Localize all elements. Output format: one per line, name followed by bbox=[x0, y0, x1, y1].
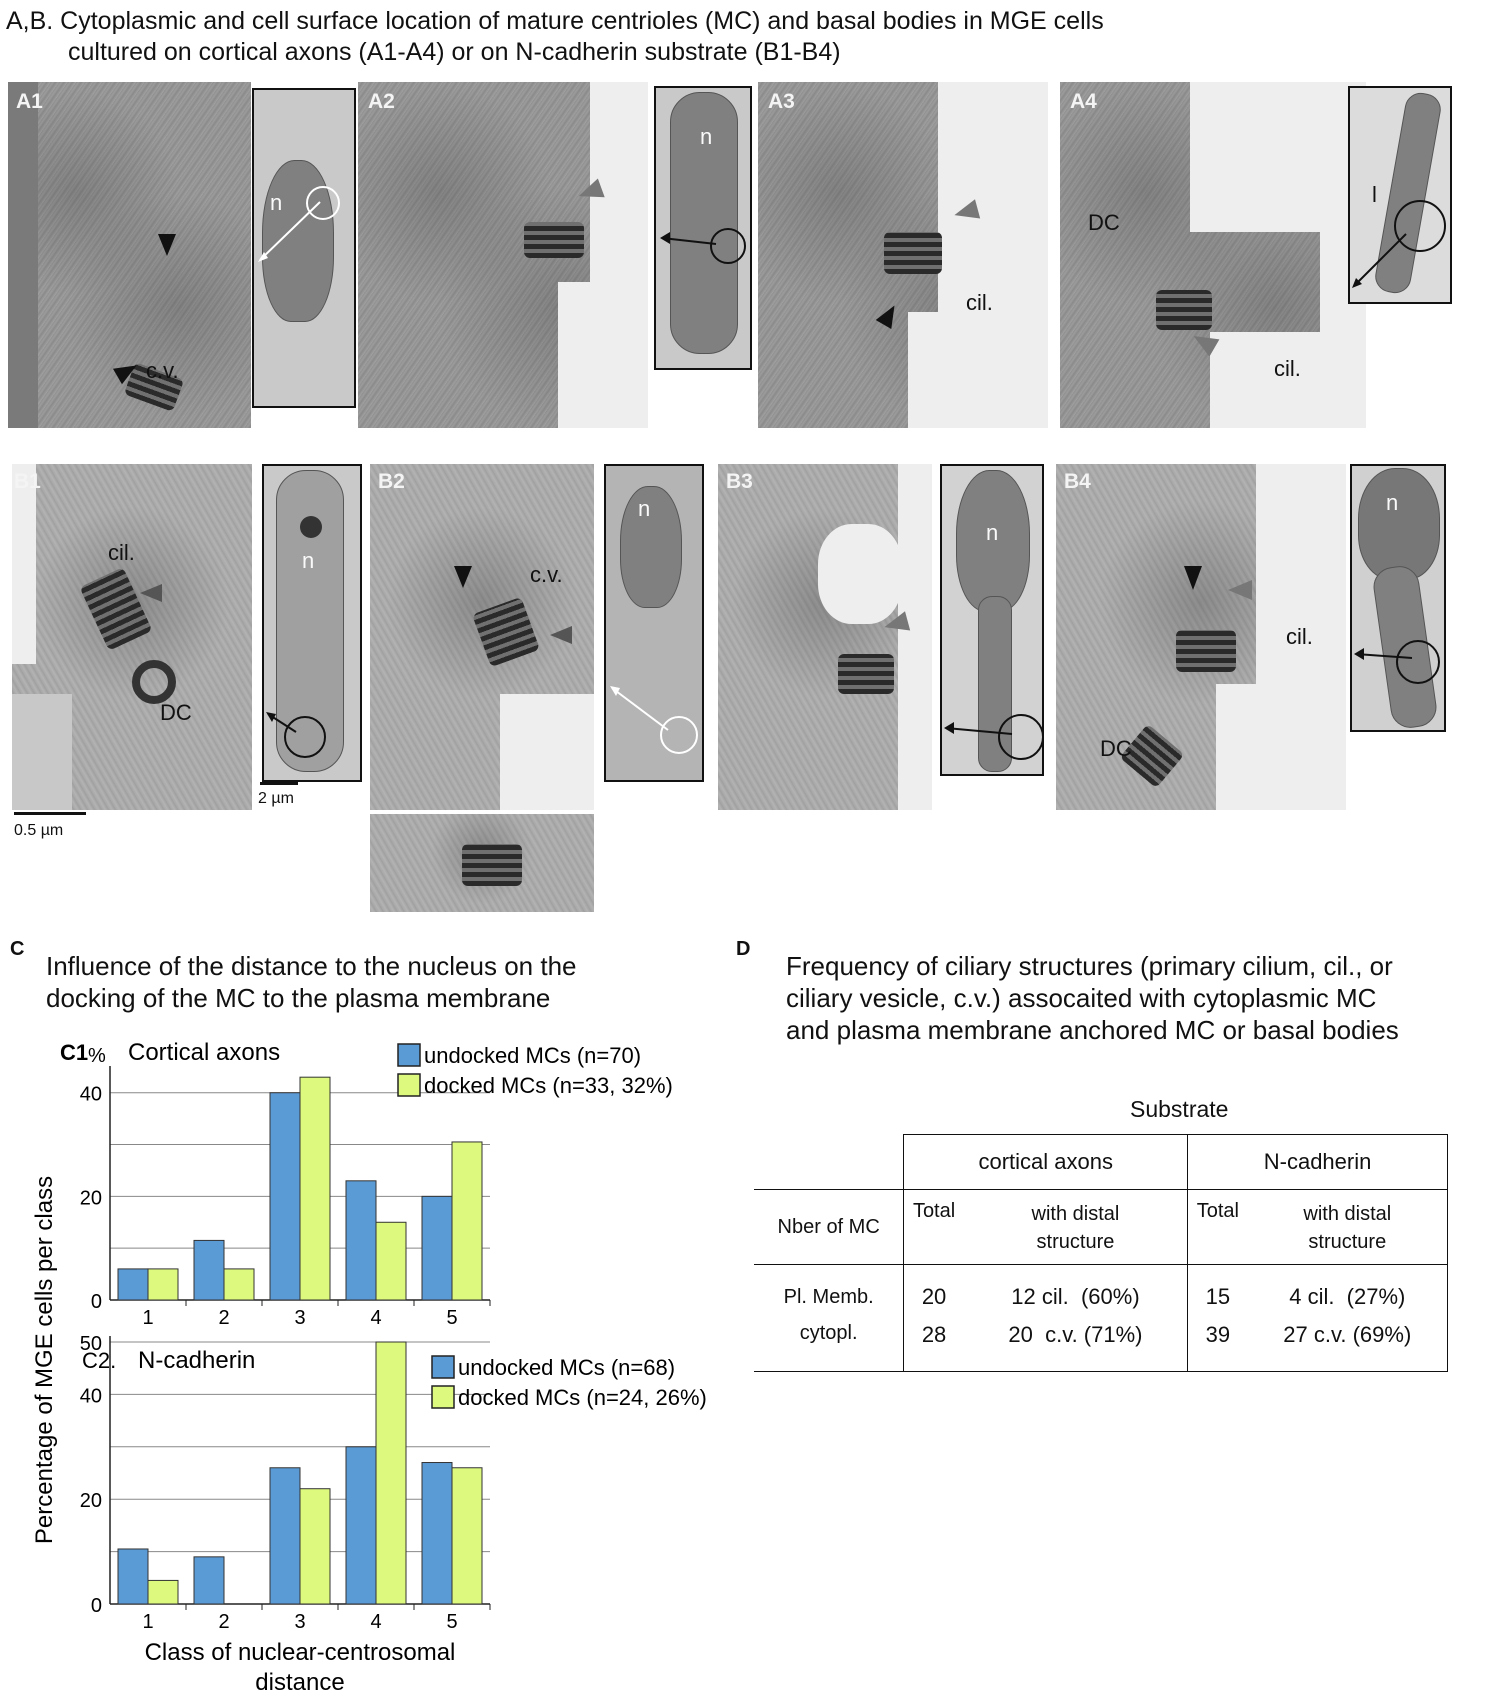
x-tick-label: 5 bbox=[446, 1307, 458, 1329]
bar-undocked bbox=[422, 1463, 452, 1604]
inset-a2 bbox=[654, 86, 752, 370]
cell-nc-total: 39 bbox=[1188, 1318, 1248, 1372]
micrograph-a2 bbox=[358, 82, 648, 428]
x-tick-label: 5 bbox=[446, 1611, 458, 1633]
chart-title: N-cadherin bbox=[138, 1347, 256, 1374]
subheader-distal-nc-line2: structure bbox=[1308, 1231, 1387, 1253]
bar-undocked bbox=[118, 1269, 148, 1300]
y-tick-label: 0 bbox=[90, 1595, 102, 1617]
frequency-table bbox=[754, 1134, 1448, 1372]
col-group-cortical-axons: cortical axons bbox=[904, 1135, 1188, 1190]
outline-arrowhead-icon bbox=[550, 626, 572, 644]
x-tick-label: 1 bbox=[142, 1307, 154, 1329]
panel-d-letter: D bbox=[736, 938, 751, 960]
bar-undocked bbox=[194, 1557, 224, 1604]
legend-label: undocked MCs (n=70) bbox=[424, 1043, 642, 1068]
figure-title bbox=[6, 6, 1104, 68]
inset-b3 bbox=[940, 464, 1044, 776]
chart-label: C2. bbox=[82, 1348, 117, 1373]
panel-label-b2: B2 bbox=[378, 470, 405, 493]
panel-d-title-line3: and plasma membrane anchored MC or basal bodies bbox=[786, 1015, 1399, 1045]
bar-undocked bbox=[194, 1240, 224, 1300]
micrograph-b3 bbox=[718, 464, 932, 810]
black-arrowhead-icon bbox=[158, 234, 176, 256]
annotation-dc-b4: DC bbox=[1100, 736, 1132, 761]
cell-ca-total: 20 bbox=[904, 1265, 964, 1319]
legend-swatch bbox=[432, 1356, 454, 1378]
figure-title-line1: A,B. Cytoplasmic and cell surface location of mature centrioles (MC) and basal bodies in MGE cells bbox=[6, 7, 1104, 35]
cell-nc-distal: 4 cil. (27%) bbox=[1248, 1265, 1448, 1319]
annotation-cil-b4: cil. bbox=[1286, 624, 1313, 649]
bar-undocked bbox=[422, 1196, 452, 1300]
arrow-icon bbox=[1352, 466, 1444, 730]
y-tick-label: 40 bbox=[79, 1083, 102, 1106]
x-axis-label-line2: distance bbox=[255, 1669, 345, 1696]
table-row bbox=[754, 1265, 1448, 1319]
subheader-distal-nc-line1: with distal bbox=[1303, 1203, 1392, 1225]
bar-docked bbox=[148, 1269, 178, 1300]
panel-label-b4: B4 bbox=[1064, 470, 1091, 493]
annotation-cil-a3: cil. bbox=[966, 290, 993, 315]
y-axis-label: Percentage of MGE cells per class bbox=[31, 1175, 58, 1545]
nucleus-label-a1: n bbox=[270, 190, 283, 215]
inset-b2 bbox=[604, 464, 704, 782]
annotation-cil-a4: cil. bbox=[1274, 356, 1301, 381]
scale-bar-inset-label: 2 µm bbox=[258, 790, 294, 807]
annotation-cv-a1: c.v. bbox=[146, 358, 179, 383]
y-tick-label: 20 bbox=[79, 1490, 102, 1513]
nucleus-label-b2: n bbox=[638, 496, 651, 521]
subheader-total-nc: Total bbox=[1188, 1190, 1248, 1265]
figure-title-line2: cultured on cortical axons (A1-A4) or on N-cadherin substrate (B1-B4) bbox=[68, 38, 841, 66]
panel-label-a4: A4 bbox=[1070, 90, 1097, 113]
panel-label-a3: A3 bbox=[768, 90, 795, 113]
x-tick-label: 3 bbox=[294, 1307, 306, 1329]
black-arrowhead-icon bbox=[1184, 566, 1202, 590]
bar-docked bbox=[452, 1468, 482, 1604]
dc-ring bbox=[132, 660, 176, 704]
y-tick-label: 50 bbox=[79, 1333, 102, 1355]
nucleus-label-b3: n bbox=[986, 520, 999, 545]
arrow-icon bbox=[606, 466, 702, 780]
inset-b4 bbox=[1350, 464, 1446, 732]
bar-undocked bbox=[346, 1181, 376, 1300]
cell-ca-distal: 12 cil. (60%) bbox=[964, 1265, 1188, 1319]
x-tick-label: 4 bbox=[370, 1611, 382, 1633]
inset-b1 bbox=[262, 464, 362, 782]
substrate-label: Substrate bbox=[1130, 1096, 1229, 1122]
arrow-icon bbox=[656, 88, 750, 368]
cell-ca-total: 28 bbox=[904, 1318, 964, 1372]
panel-d-title bbox=[786, 950, 1399, 1046]
annotation-dc-a4: DC bbox=[1088, 210, 1120, 235]
outline-arrowhead-icon bbox=[140, 584, 162, 602]
arrow-icon bbox=[1350, 88, 1450, 302]
row-label: cytopl. bbox=[754, 1318, 904, 1372]
black-arrowhead-icon bbox=[876, 301, 903, 329]
panel-label-b1: B1 bbox=[14, 470, 41, 493]
subheader-distal-ca-line2: structure bbox=[1036, 1231, 1115, 1253]
table-header-groups bbox=[754, 1135, 1448, 1190]
nucleus-label-b1: n bbox=[302, 548, 315, 573]
micrograph-b1 bbox=[12, 464, 252, 810]
inset-label-a4: l bbox=[1372, 182, 1377, 207]
legend-label: docked MCs (n=33, 32%) bbox=[424, 1073, 673, 1098]
annotation-cv-b2: c.v. bbox=[530, 562, 563, 587]
panel-c-title bbox=[46, 950, 577, 1014]
cell-ca-distal: 20 c.v. (71%) bbox=[964, 1318, 1188, 1372]
gray-arrowhead-icon bbox=[1228, 580, 1252, 600]
x-tick-label: 2 bbox=[218, 1611, 230, 1633]
y-tick-label: 20 bbox=[79, 1187, 102, 1210]
arrow-icon bbox=[942, 466, 1042, 774]
bar-docked bbox=[452, 1142, 482, 1300]
cell-nc-total: 15 bbox=[1188, 1265, 1248, 1319]
legend-label: docked MCs (n=24, 26%) bbox=[458, 1385, 707, 1410]
micrograph-b2 bbox=[370, 464, 594, 810]
y-tick-label: 40 bbox=[79, 1385, 102, 1408]
bar-undocked bbox=[346, 1447, 376, 1604]
panel-c-title-line1: Influence of the distance to the nucleus on the bbox=[46, 951, 577, 981]
legend-swatch bbox=[398, 1074, 420, 1096]
bar-docked bbox=[376, 1222, 406, 1300]
x-tick-label: 4 bbox=[370, 1307, 382, 1329]
bar-undocked bbox=[118, 1549, 148, 1604]
legend-swatch bbox=[398, 1044, 420, 1066]
y-unit-label: % bbox=[88, 1045, 106, 1067]
subheader-distal-nc bbox=[1248, 1190, 1448, 1265]
bar-undocked bbox=[270, 1093, 300, 1300]
scale-bar-main-label: 0.5 µm bbox=[14, 822, 64, 839]
x-tick-label: 2 bbox=[218, 1307, 230, 1329]
x-axis-label-line1: Class of nuclear-centrosomal bbox=[144, 1639, 456, 1666]
bar-docked bbox=[376, 1342, 406, 1604]
x-tick-label: 3 bbox=[294, 1611, 306, 1633]
micrograph-a3 bbox=[758, 82, 1048, 428]
legend-swatch bbox=[432, 1386, 454, 1408]
scale-bar-inset bbox=[260, 782, 298, 785]
panel-c-letter: C bbox=[10, 938, 25, 960]
cell-nc-distal: 27 c.v. (69%) bbox=[1248, 1318, 1448, 1372]
bar-docked bbox=[300, 1077, 330, 1300]
nucleus-label-b4: n bbox=[1386, 490, 1399, 515]
panel-c-title-line2: docking of the MC to the plasma membrane bbox=[46, 983, 551, 1013]
legend-label: undocked MCs (n=68) bbox=[458, 1355, 676, 1380]
subheader-distal-ca-line1: with distal bbox=[1031, 1203, 1120, 1225]
arrow-icon bbox=[264, 466, 360, 780]
annotation-dc-b1: DC bbox=[160, 700, 192, 725]
arrow-icon bbox=[254, 90, 354, 406]
subheader-total-ca: Total bbox=[904, 1190, 964, 1265]
bar-docked bbox=[224, 1269, 254, 1300]
subheader-distal-ca bbox=[964, 1190, 1188, 1265]
row-header: Nber of MC bbox=[754, 1190, 904, 1265]
bar-undocked bbox=[270, 1468, 300, 1604]
y-tick-label: 0 bbox=[90, 1291, 102, 1313]
panel-label-b3: B3 bbox=[726, 470, 753, 493]
inset-a1 bbox=[252, 88, 356, 408]
micrograph-b4 bbox=[1056, 464, 1346, 810]
col-group-n-cadherin: N-cadherin bbox=[1188, 1135, 1448, 1190]
row-label: Pl. Memb. bbox=[754, 1265, 904, 1319]
panel-d-title-line2: ciliary vesicle, c.v.) assocaited with cytoplasmic MC bbox=[786, 983, 1377, 1013]
scale-bar-main bbox=[14, 812, 86, 815]
inset-a4 bbox=[1348, 86, 1452, 304]
micrograph-a4 bbox=[1060, 82, 1366, 428]
black-arrowhead-icon bbox=[454, 566, 472, 588]
panel-d-title-line1: Frequency of ciliary structures (primary cilium, cil., or bbox=[786, 951, 1393, 981]
chart-label: C1 bbox=[60, 1040, 89, 1065]
bar-docked bbox=[148, 1580, 178, 1604]
table-row bbox=[754, 1318, 1448, 1372]
x-tick-label: 1 bbox=[142, 1611, 154, 1633]
micrograph-b2-lower bbox=[370, 814, 594, 912]
micrograph-a1 bbox=[8, 82, 251, 428]
panel-c-charts bbox=[0, 1030, 760, 1700]
panel-label-a2: A2 bbox=[368, 90, 395, 113]
bar-docked bbox=[300, 1489, 330, 1604]
chart-title: Cortical axons bbox=[128, 1039, 281, 1066]
panel-label-a1: A1 bbox=[16, 90, 43, 113]
annotation-cil-b1: cil. bbox=[108, 540, 135, 565]
table-header-sub bbox=[754, 1190, 1448, 1265]
nucleus-label-a2: n bbox=[700, 124, 713, 149]
